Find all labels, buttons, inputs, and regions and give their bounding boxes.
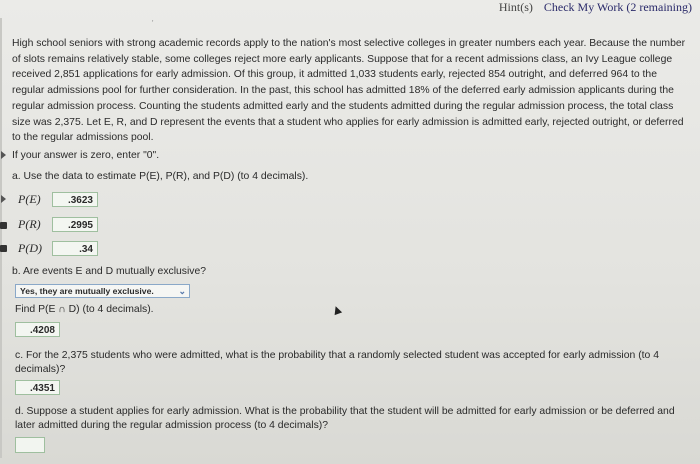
top-toolbar — [491, 0, 692, 14]
part-b-find-prompt: Find P(E ∩ D) (to 4 decimals). — [15, 304, 154, 315]
pd-label: P(D) — [18, 241, 42, 255]
section-marker-icon — [1, 151, 6, 159]
section-marker-icon — [1, 195, 6, 203]
hint-link[interactable]: Hint(s) — [498, 0, 533, 14]
pe-answer-input[interactable]: .3623 — [52, 192, 98, 207]
left-border-rule — [0, 18, 2, 458]
pd-answer-input[interactable]: .34 — [52, 241, 98, 256]
mutually-exclusive-dropdown[interactable] — [15, 284, 190, 298]
chevron-down-icon: ⌄ — [178, 286, 186, 296]
tick-mark: ′ — [152, 20, 154, 27]
pr-answer-input[interactable]: .2995 — [52, 217, 98, 232]
pr-label: P(R) — [18, 217, 41, 231]
row-marker-icon — [0, 245, 7, 252]
intersection-answer-input[interactable]: .4208 — [15, 322, 60, 337]
dropdown-selected-value: Yes, they are mutually exclusive. — [20, 286, 154, 296]
pe-label: P(E) — [18, 192, 41, 206]
part-c-answer-input[interactable]: .4351 — [15, 380, 60, 395]
row-marker-icon — [0, 222, 7, 229]
zero-answer-note: If your answer is zero, enter "0". — [12, 150, 160, 161]
part-c-prompt: c. For the 2,375 students who were admitted, what is the probability that a randomly selected student was accepted for early admission (to 4 decimals)? — [15, 350, 659, 375]
part-a-prompt: a. Use the data to estimate P(E), P(R), and P(D) (to 4 decimals). — [12, 171, 309, 182]
part-d-prompt: d. Suppose a student applies for early admission. What is the probability that the student will be admitted for early admission or be deferred and later admitted during the regular admission process (to 4 decimals)? — [15, 406, 675, 431]
part-d-answer-input[interactable] — [15, 437, 45, 453]
part-b-prompt: b. Are events E and D mutually exclusive? — [12, 266, 207, 277]
mouse-cursor-icon — [332, 305, 342, 315]
problem-statement: High school seniors with strong academic records apply to the nation's most selective colleges in greater numbers each year. Because the number of slots remains relatively stable, some colleges reject more early applicants. Suppose that for a recent admissions class, an Ivy League college received 2,851 applications for early admission. Of this group, it admitted 1,033 students early, rejected 854 outright, and deferred 964 to the regular admissions pool for further consideration. In the past, this school has admitted 18% of the deferred early admission applicants during the regular admission process. Counting the students admitted early and the students admitted during the regular admission process, the total class size was 2,375. Let E, R, and D represent the events that a student who applies for early admission is admitted early, rejected outright, or deferred to the regular admissions pool. — [12, 38, 686, 144]
check-my-work-link[interactable]: Check My Work (2 remaining) — [543, 0, 692, 14]
